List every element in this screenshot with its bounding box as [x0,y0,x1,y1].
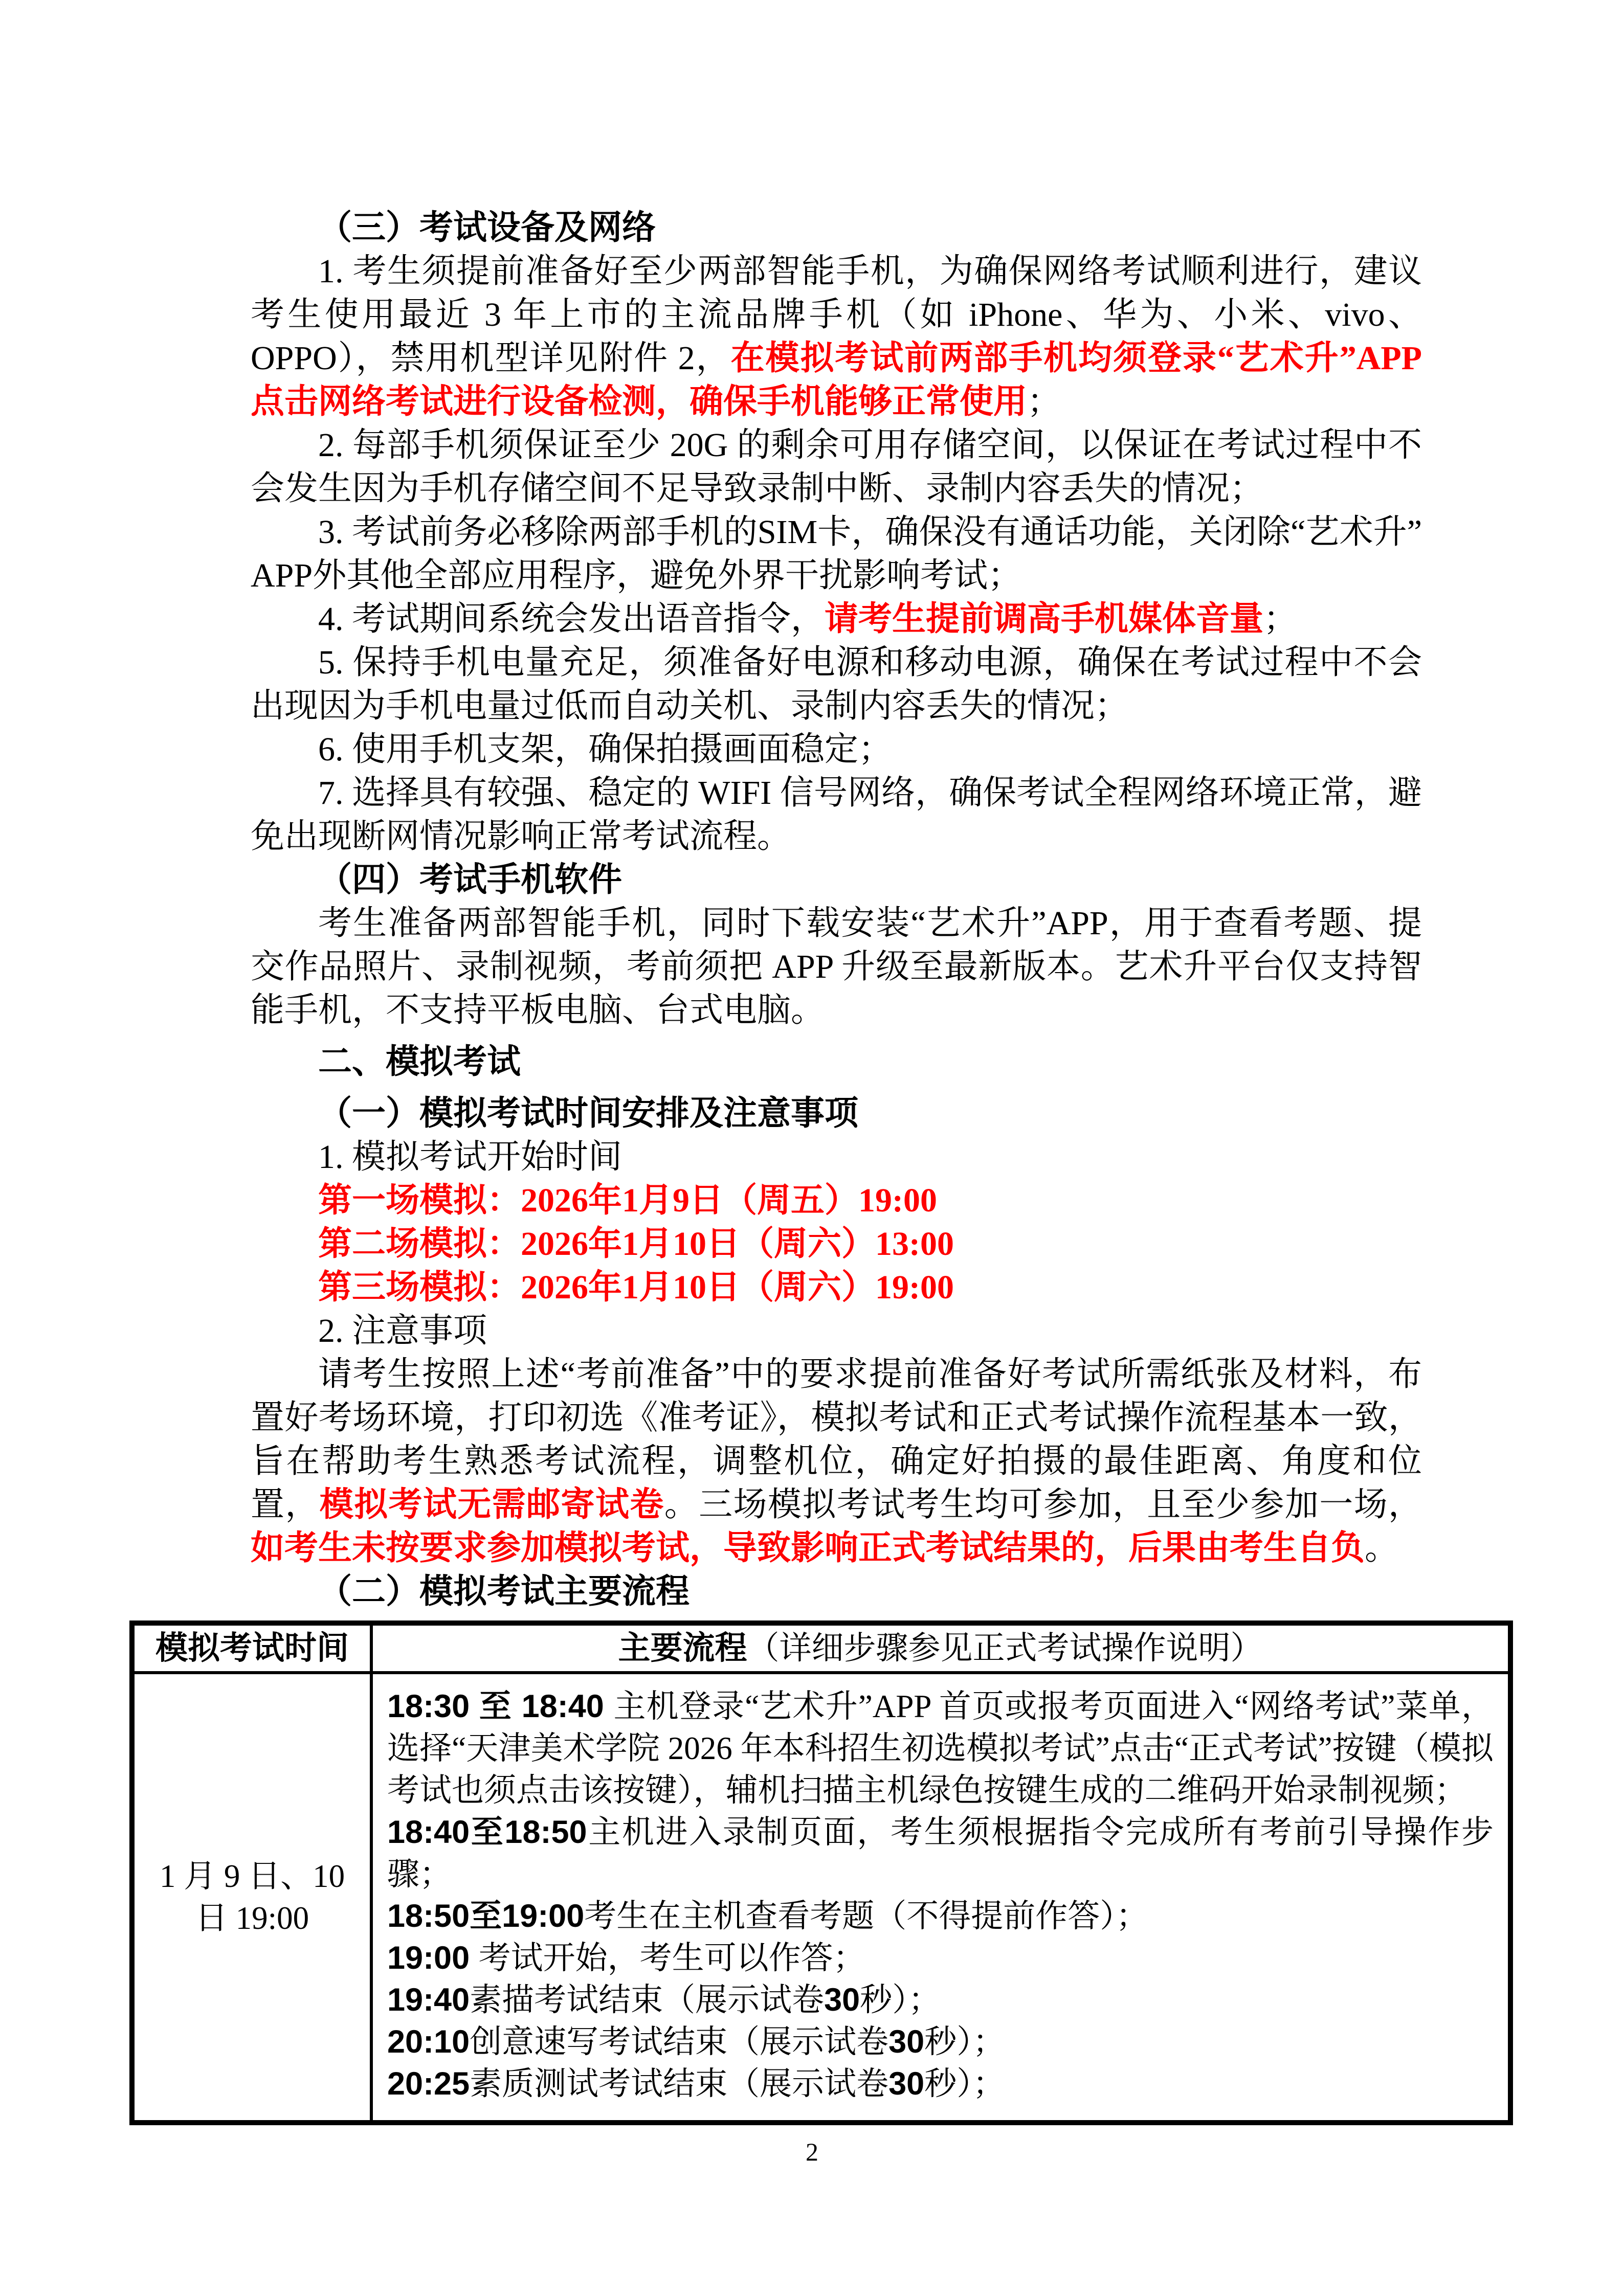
schedule-line: 第二场模拟：2026年1月10日（周六）13:00 [318,1225,954,1263]
schedule-line: 第三场模拟：2026年1月10日（周六）19:00 [318,1269,954,1306]
flow-step [387,2021,1494,2063]
body-text: 1. 考生须提前准备好至少两部智能手机，为确保网络考试顺利进行，建议考生使用最近 3 年上市的主流品牌手机（如 iPhone、华为、小米、vivo、OPPO），禁用机型详见附件 2， [251,253,1422,377]
step-time-text: 30 [888,2066,925,2102]
mock-exam-flow-table [129,1620,1513,2125]
step-time-text: 20:25 [387,2066,470,2102]
body-text: 3. 考试前务必移除两部手机的SIM卡，确保没有通话功能，关闭除“艺术升”APP外其他全部应用程序，避免外界干扰影响考试； [251,513,1422,594]
step-time-text: 19:40 [387,1982,470,2018]
step-body-text: 创意速写考试结束（展示试卷 [470,2024,889,2060]
para-device-7 [251,771,1422,858]
body-text: 4. 考试期间系统会发出语音指令， [318,600,825,638]
para-device-1 [251,250,1422,423]
step-time-text: 30 [888,2024,925,2060]
exam-time-cell: 1 月 9 日、10 日 19:00 [132,1673,371,2123]
body-text: 7. 选择具有较强、稳定的 WIFI 信号网络，确保考试全程网络环境正常，避免出现断网情况影响正常考试流程。 [251,774,1422,855]
flow-step [387,1811,1494,1895]
step-body-text: 考试开始，考生可以作答； [478,1940,865,1976]
step-time-text: 20:10 [387,2024,470,2060]
heading-mock-main-flow: （二）模拟考试主要流程 [318,1573,689,1610]
heading-section-4-software: （四）考试手机软件 [318,861,622,898]
body-text: ； [1263,600,1297,638]
step-body-text: 秒）； [860,1982,941,2018]
step-body-text: 主机进入录制页面，考生须根据指令完成所有考前引导操作步骤； [387,1814,1494,1892]
table-header-row [132,1623,1510,1673]
table-body [132,1673,1510,2123]
table-header-flow [371,1623,1510,1673]
step-body-text: 考生在主机查看考题（不得提前作答）； [584,1898,1148,1934]
body-text: 2. 注意事项 [318,1312,487,1349]
document-body [155,206,1494,2125]
body-text: 6. 使用手机支架，确保拍摄画面稳定； [318,731,892,768]
para-device-2 [251,423,1422,510]
body-text: 考生准备两部智能手机，同时下载安装“艺术升”APP，用于查看考题、提交作品照片、录制视频，考前须把 APP 升级至最新版本。艺术升平台仅支持智能手机，不支持平板电脑、台式电脑。 [251,905,1422,1029]
body-text: 2. 每部手机须保证至少 20G 的剩余可用存储空间，以保证在考试过程中不会发生因为手机存储空间不足导致录制中断、录制内容丢失的情况； [251,426,1422,507]
flow-step [387,1895,1494,1937]
heading-chapter-2-mock-exam: 二、模拟考试 [318,1043,521,1081]
step-time-text: 19:00 [387,1940,479,1976]
step-body-text: 秒）； [924,2066,1005,2102]
table-header-flow-note: （详细步骤参见正式考试操作说明） [747,1630,1263,1666]
table-header-time [132,1623,371,1673]
exam-steps-cell [371,1673,1510,2123]
table-header [132,1623,1510,1673]
schedule-line: 第一场模拟：2026年1月9日（周五）19:00 [318,1182,937,1219]
body-text: ； [1027,383,1061,420]
para-device-6 [251,728,1422,771]
step-time-text: 18:30 至 18:40 [387,1689,614,1724]
heading-mock-schedule-notes: （一）模拟考试时间安排及注意事项 [318,1095,858,1132]
heading-section-3-devices: （三）考试设备及网络 [318,209,656,246]
step-time-text: 18:50至19:00 [387,1898,585,1934]
mock-exam-schedule [251,1179,1422,1309]
step-body-text: 素质测试考试结束（展示试卷 [470,2066,889,2102]
document-blocks [251,206,1422,1613]
para-device-4 [251,597,1422,641]
step-body-text: 主机登录“艺术升”APP 首页或报考页面进入“网络考试”菜单，选择“天津美术学院 2026 年本科招生初选模拟考试”点击“正式考试”按键（模拟考试也须点击该按键），辅机扫描主机绿色按键生成的二维码开始录制视频； [387,1689,1494,1808]
page-number: 2 [806,2137,818,2166]
para-notes-label [251,1309,1422,1353]
body-text: 1. 模拟考试开始时间 [318,1138,622,1176]
para-software-1 [251,902,1422,1032]
flow-step [387,2063,1494,2105]
para-device-3 [251,510,1422,597]
flow-step [387,1979,1494,2021]
red-emphasis-text: 在模拟考试前两部手机均须登录“艺术升”APP 点击网络考试进行设备检测，确保手机能够正常使用 [251,340,1422,420]
flow-step [387,1937,1494,1979]
red-emphasis-text: 模拟考试无需邮寄试卷 [319,1486,664,1523]
body-text: 。三场模拟考试考生均可参加，且至少参加一场， [664,1486,1422,1523]
body-text: 。 [1365,1529,1398,1567]
step-body-text: 秒）； [924,2024,1005,2060]
step-body-text: 素描考试结束（展示试卷 [470,1982,825,2018]
flow-step [387,1685,1494,1811]
step-time-text: 30 [824,1982,860,2018]
body-text: 请考生按照上述“考前准备”中的要求提前准备好考试所需纸张及材料，布置好考场环境，打印初选《准考证》，模拟考试和正式考试操作流程基本一致，旨在帮助考生熟悉考试流程，调整机位，确定好拍摄的最佳距离、角度和位置， [251,1356,1422,1523]
red-emphasis-text: 请考生提前调高手机媒体音量 [825,600,1263,638]
para-mock-start-time-label [251,1135,1422,1179]
step-time-text: 18:40至18:50 [387,1814,587,1850]
table-header-time-label: 模拟考试时间 [155,1630,349,1666]
table-header-flow-label: 主要流程 [618,1630,747,1666]
red-emphasis-text: 如考生未按要求参加模拟考试，导致影响正式考试结果的，后果由考生自负 [251,1529,1365,1567]
table-row [132,1673,1510,2123]
para-notes-body [251,1353,1422,1570]
para-device-5 [251,641,1422,728]
body-text: 5. 保持手机电量充足，须准备好电源和移动电源，确保在考试过程中不会出现因为手机电量过低而自动关机、录制内容丢失的情况； [251,644,1422,725]
